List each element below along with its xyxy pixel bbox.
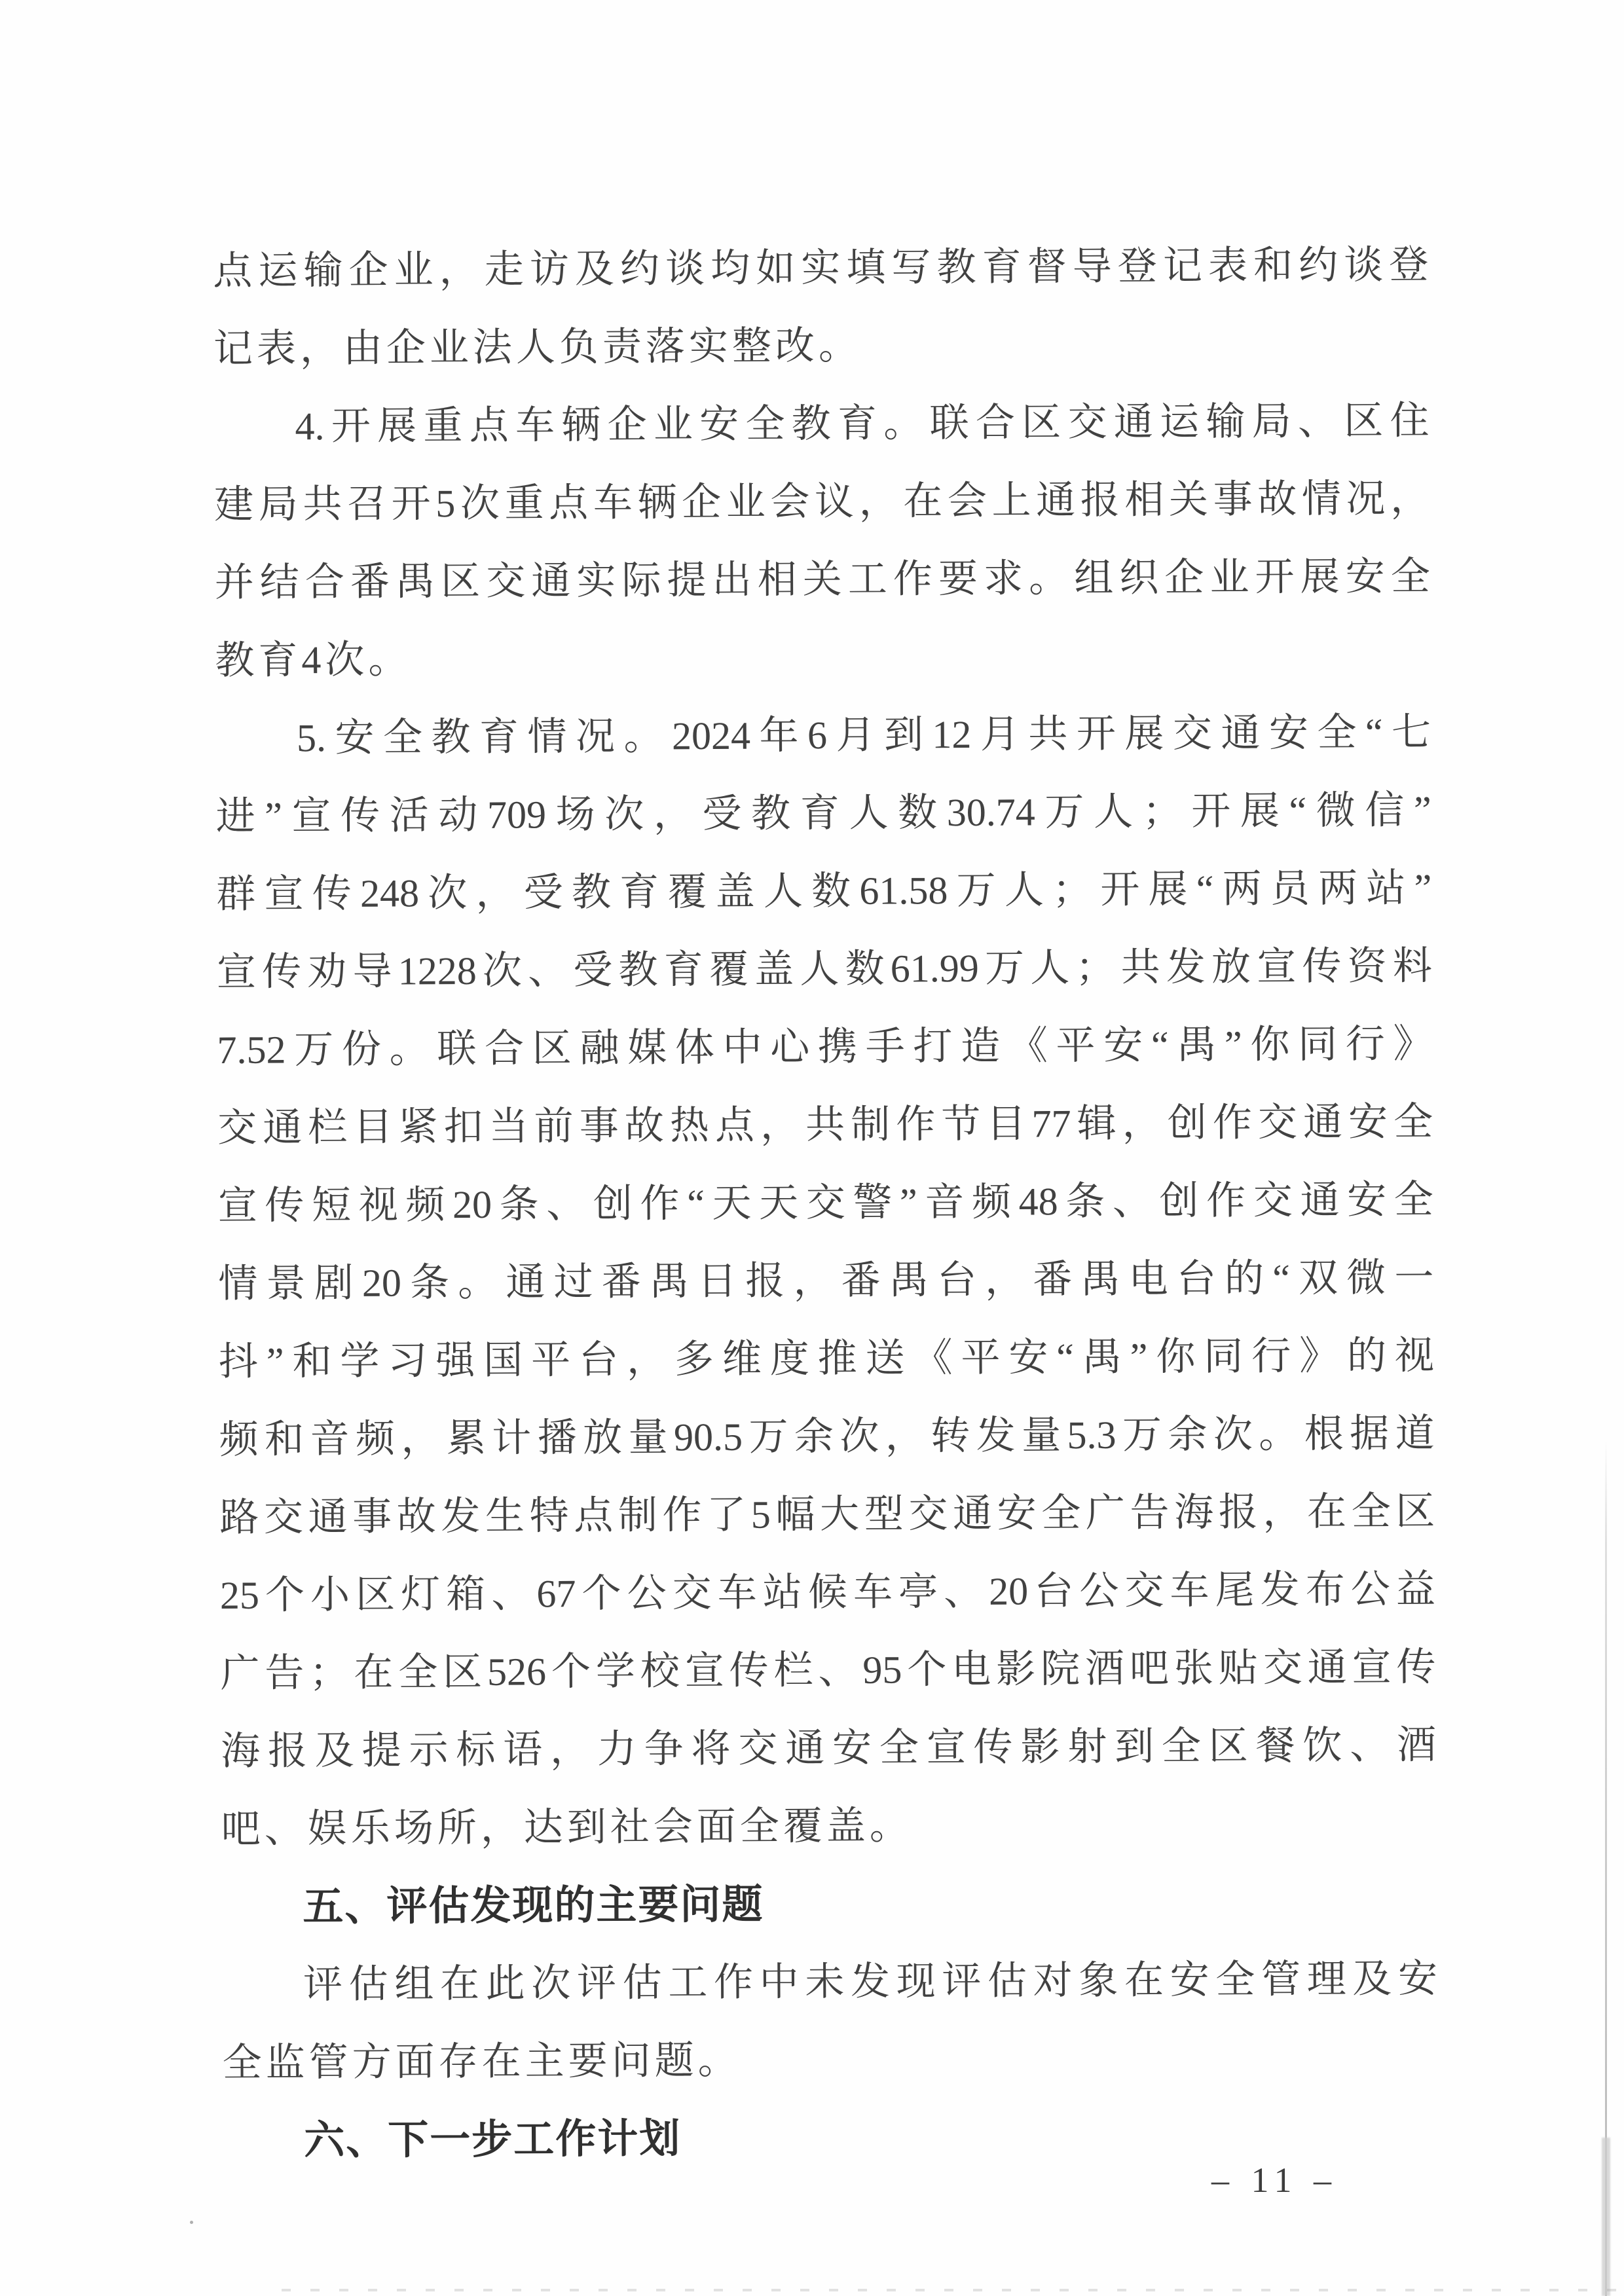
text-line: 频和音频，累计播放量90.5万余次，转发量5.3万余次。根据道 (219, 1412, 1435, 1461)
text-line: 宣传短视频20条、创作“天天交警”音频48条、创作交通安全 (217, 1178, 1433, 1228)
text-line: 抖”和学习强国平台，多维度推送《平安“禺”你同行》的视 (218, 1334, 1435, 1383)
text-line: 宣传劝导1228次、受教育覆盖人数61.99万人；共发放宣传资料 (216, 944, 1433, 994)
text-line: 广告；在全区526个学校宣传栏、95个电影院酒吧张贴交通宣传 (220, 1645, 1436, 1695)
text-line: 7.52万份。联合区融媒体中心携手打造《平安“禺”你同行》 (217, 1022, 1433, 1072)
document-text-block (213, 226, 1439, 2180)
text-line: 群宣传248次，受教育覆盖人数61.58万人；开展“两员两站” (216, 866, 1432, 916)
page-number: – 11 – (1211, 2160, 1338, 2200)
text-line: 并结合番禺区交通实际提出相关工作要求。组织企业开展安全 (214, 555, 1430, 604)
text-line: 4.开展重点车辆企业安全教育。联合区交通运输局、区住 (295, 399, 1430, 448)
text-line: 5.安全教育情况。2024年6月到12月共开展交通安全“七 (296, 710, 1431, 760)
scan-artifact-bottom-noise (282, 2289, 1624, 2291)
scan-artifact-dot (190, 2221, 193, 2224)
text-line: 记表，由企业法人负责落实整改。 (213, 323, 862, 371)
text-line: 交通栏目紧扣当前事故热点，共制作节目77辑，创作交通安全 (217, 1100, 1433, 1150)
text-line: 25个小区灯箱、67个公交车站候车亭、20台公交车尾发布公益 (219, 1567, 1436, 1617)
text-line: 情景剧20条。通过番禺日报，番禺台，番禺电台的“双微一 (218, 1256, 1434, 1305)
text-line: 教育4次。 (215, 638, 412, 682)
text-line: 建局共召开5次重点车辆企业会议，在会上通报相关事故情况， (214, 477, 1430, 526)
scan-artifact-edge-band (1602, 2138, 1610, 2296)
text-line: 路交通事故发生特点制作了5幅大型交通安全广告海报，在全区 (219, 1489, 1435, 1539)
text-line: 进”宣传活动709场次，受教育人数30.74万人；开展“微信” (215, 788, 1431, 838)
text-line: 吧、娱乐场所，达到社会面全覆盖。 (221, 1804, 913, 1851)
text-line: 评估组在此次评估工作中未发现评估对象在安全管理及安 (303, 1957, 1438, 2007)
text-line: 全监管方面存在主要问题。 (222, 2038, 741, 2085)
text-line: 点运输企业，走访及约谈均如实填写教育督导登记表和约谈登 (213, 243, 1429, 293)
text-line: 海报及提示标语，力争将交通安全宣传影射到全区餐饮、酒 (220, 1723, 1437, 1773)
section-heading: 六、下一步工作计划 (304, 2116, 682, 2164)
section-heading: 五、评估发现的主要问题 (303, 1882, 764, 1930)
